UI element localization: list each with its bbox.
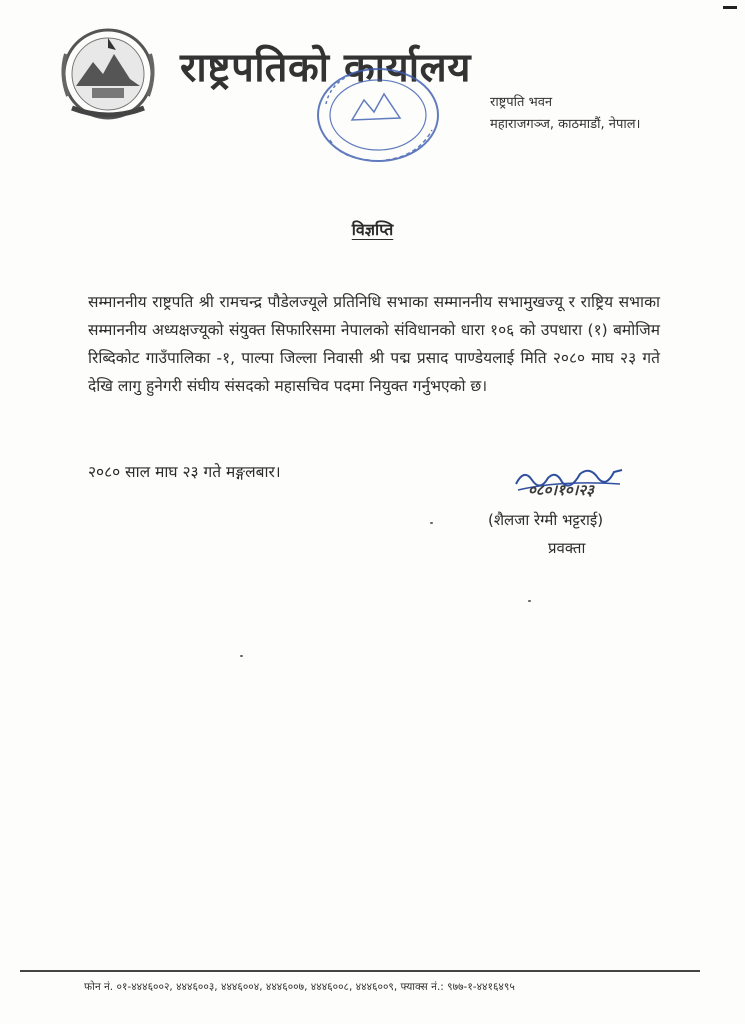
notice-heading-text: विज्ञप्ति (351, 220, 394, 239)
address-line-building: राष्ट्रपति भवन (490, 95, 553, 110)
national-emblem-icon (48, 24, 168, 124)
scan-speck (528, 600, 531, 602)
notice-body: सम्माननीय राष्ट्रपति श्री रामचन्द्र पौडेलज्यूले प्रतिनिधि सभाका सम्माननीय सभामुखज्यू र राष्ट्रिय सभाका सम्माननीय अध्यक्षज्यूको संयुक्त सिफारिसमा नेपालको संविधानको धारा १०६ को उपधारा (१) बमोजिम रिब्दिकोट गाउँपालिका -१, पाल्पा जिल्ला निवासी श्री पद्म प्रसाद पाण्डेयलाई मिति २०८० माघ २३ गते देखि लागु हुनेगरी संघीय संसदको महासचिव पदमा नियुक्त गर्नुभएको छ। (88, 293, 660, 395)
address-line-city: महाराजगञ्ज, काठमाडौं, नेपाल। (490, 117, 641, 132)
notice-heading (0, 218, 745, 240)
footer-contact: फोन नं. ०१-४४४६००२, ४४४६००३, ४४४६००४, ४४४६००७, ४४४६००८, ४४४६००९, फ्याक्स नं.: ९७७-१-४४१६४९५ (84, 981, 515, 993)
signature-date: ०८०।१०।२३ (528, 481, 594, 499)
spokesperson-name: (शैलजा रेग्मी भट्टराई) (488, 511, 604, 529)
spokesperson-designation: प्रवक्ता (548, 539, 586, 557)
scan-speck (240, 655, 243, 657)
footer-divider (20, 970, 700, 972)
scan-corner-mark (723, 6, 737, 9)
office-address (490, 92, 640, 136)
notice-date-line: २०८० साल माघ २३ गते मङ्गलबार। (88, 463, 281, 481)
scan-speck (430, 522, 433, 524)
office-title: राष्ट्रपतिको कार्यालय (180, 45, 471, 91)
office-stamp-icon (300, 60, 450, 170)
